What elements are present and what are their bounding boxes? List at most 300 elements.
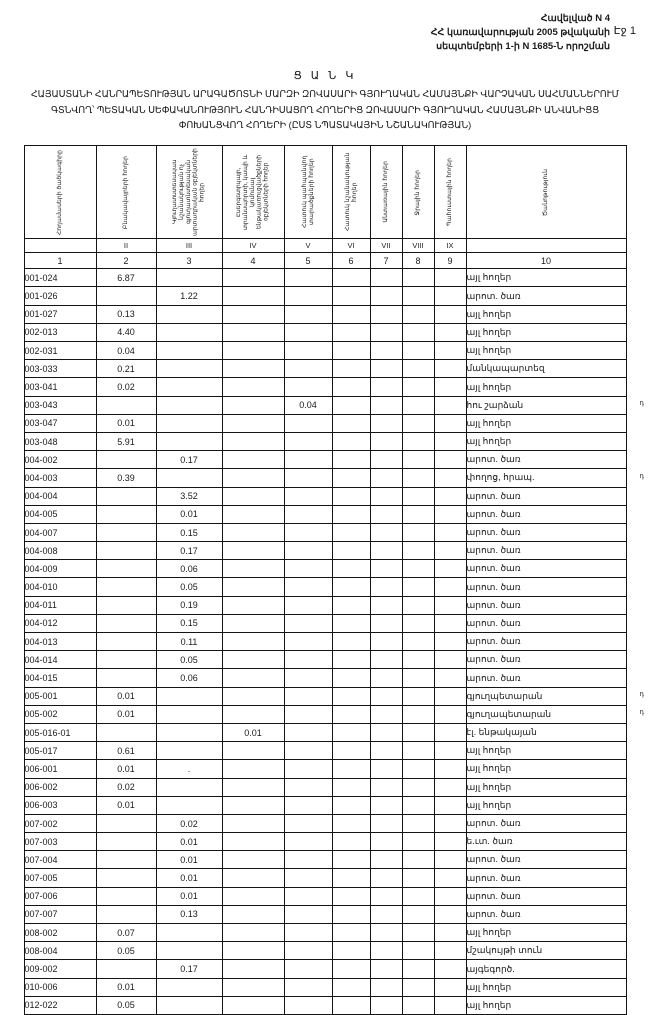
cell-forest [370,578,402,596]
cell-protected [284,596,332,614]
cell-agricultural: 0.01 [156,851,222,869]
cell-reserve [434,796,466,814]
table-row [24,869,626,887]
cell-agricultural [156,723,222,741]
cell-reserve [434,469,466,487]
cell-code: 007-002 [24,814,96,832]
cell-settlement: 0.01 [96,414,156,432]
cell-reserve [434,323,466,341]
cell-note: արոտ. ծառ [466,614,626,632]
cell-code: 003-043 [24,396,96,414]
table-row [24,778,626,796]
cell-settlement [96,451,156,469]
cell-infrastructure [222,687,284,705]
cell-protected [284,814,332,832]
cell-reserve [434,305,466,323]
cell-forest [370,432,402,450]
cell-infrastructure [222,578,284,596]
table-row [24,614,626,632]
page-number: Էջ 1 [613,25,636,37]
cell-special [332,414,370,432]
table-row [24,978,626,996]
cell-forest [370,523,402,541]
cell-agricultural: 0.17 [156,542,222,560]
table-row [24,760,626,778]
cell-note: այլ հողեր [466,305,626,323]
cell-code: 004-013 [24,633,96,651]
cell-note: արոտ. ծառ [466,905,626,923]
cell-settlement [96,905,156,923]
cell-water [402,687,434,705]
table-row [24,851,626,869]
table-row [24,905,626,923]
cell-special [332,723,370,741]
table-row [24,833,626,851]
colnum-7: 7 [370,253,402,269]
cell-note: արոտ. ծառ [466,869,626,887]
cell-water [402,796,434,814]
cell-settlement: 4.40 [96,323,156,341]
cell-special [332,614,370,632]
cell-settlement: 0.39 [96,469,156,487]
cell-reserve [434,942,466,960]
cell-settlement: 0.01 [96,687,156,705]
cell-special [332,796,370,814]
cell-infrastructure [222,905,284,923]
cell-water [402,942,434,960]
cell-forest [370,633,402,651]
table-row [24,523,626,541]
cell-note: այլ հողեր [466,796,626,814]
cell-settlement: 0.04 [96,342,156,360]
cell-water [402,924,434,942]
cell-code: 004-003 [24,469,96,487]
cell-code: 004-008 [24,542,96,560]
colnum-3: 3 [156,253,222,269]
cell-water [402,833,434,851]
cell-note: մանկապարտեզ [466,360,626,378]
cell-code: 007-004 [24,851,96,869]
cell-protected [284,887,332,905]
cell-agricultural [156,705,222,723]
cell-special [332,378,370,396]
cell-forest [370,487,402,505]
cell-infrastructure [222,360,284,378]
table-row [24,560,626,578]
cell-note: արոտ. ծառ [466,651,626,669]
cell-settlement: 0.05 [96,942,156,960]
cell-water [402,742,434,760]
cell-note: մշակույթի տուն [466,942,626,960]
cell-code: 003-047 [24,414,96,432]
cell-reserve [434,596,466,614]
colnum-6: 6 [332,253,370,269]
cell-protected [284,651,332,669]
cell-protected [284,851,332,869]
document-subtitle: ՀԱՅԱՍՏԱՆԻ ՀԱՆՐԱՊԵՏՈՒԹՅԱՆ ԱՐԱԳԱԾՈՏՆԻ ՄԱՐԶԻ ԶՈՎԱՍԱՐԻ ԳՅՈՒՂԱԿԱՆ ՀԱՄԱՅՆՔԻ ՎԱՐՉԱԿԱՆ ՍԱՀՄԱՆՆԵՐՈՒՄ ԳՏՆՎՈՂ՝ ՊԵՏԱԿԱՆ ՍԵՓԱԿԱՆՈՒԹՅՈՒՆ ՀԱՆԴԻՍԱՑՈՂ ՀՈՂԵՐԻՑ ԶՈՎԱՍԱՐԻ ԳՅՈՒՂԱԿԱՆ ՀԱՄԱՅՆՔԻ ԱՆՎԱՆԻՑՑ ՓՈԽԱՆՑՎՈՂ ՀՈՂԵՐԻ (ԸՍՏ ՆՊԱՏԱԿԱՅԻՆ ՆՇԱՆԱԿՈՒԹՅԱՆ) [31,89,619,130]
table-roman-row [24,239,626,253]
cell-protected [284,505,332,523]
table-row [24,796,626,814]
cell-protected [284,487,332,505]
cell-forest [370,887,402,905]
cell-infrastructure [222,305,284,323]
cell-agricultural [156,469,222,487]
cell-code: 007-003 [24,833,96,851]
cell-infrastructure [222,542,284,560]
roman-1 [24,239,96,253]
cell-water [402,723,434,741]
cell-protected [284,960,332,978]
cell-agricultural: 0.15 [156,614,222,632]
cell-special [332,469,370,487]
cell-reserve [434,778,466,796]
cell-code: 002-013 [24,323,96,341]
cell-agricultural: 0.19 [156,596,222,614]
header-cell-settlement: Բնակավայրերի հողեր [96,146,156,239]
cell-agricultural [156,360,222,378]
cell-forest [370,723,402,741]
cell-code: 012-022 [24,996,96,1014]
cell-water [402,705,434,723]
cell-code: 006-003 [24,796,96,814]
cell-water [402,669,434,687]
cell-note: արոտ. ծառ [466,542,626,560]
cell-reserve [434,542,466,560]
cell-forest [370,760,402,778]
cell-settlement: 0.01 [96,705,156,723]
cell-water [402,633,434,651]
cell-agricultural: 0.06 [156,669,222,687]
cell-settlement: 0.21 [96,360,156,378]
cell-note: արոտ. ծառ [466,669,626,687]
cell-protected [284,905,332,923]
cell-protected [284,323,332,341]
cell-water [402,378,434,396]
header-line-3: սեպտեմբերի 1-ի N 1685-Ն որոշման [436,40,610,52]
cell-water [402,360,434,378]
cell-infrastructure [222,669,284,687]
cell-special [332,760,370,778]
cell-code: 004-011 [24,596,96,614]
cell-reserve [434,887,466,905]
cell-protected [284,451,332,469]
cell-water [402,287,434,305]
cell-settlement [96,578,156,596]
cell-reserve [434,742,466,760]
header-line-1: Հավելված N 4 [540,13,610,24]
cell-protected [284,378,332,396]
table-row [24,687,626,705]
cell-agricultural [156,378,222,396]
cell-protected [284,360,332,378]
colnum-2: 2 [96,253,156,269]
cell-note: այլ հողեր [466,378,626,396]
cell-agricultural [156,796,222,814]
cell-reserve [434,905,466,923]
table-row [24,705,626,723]
cell-forest [370,869,402,887]
cell-infrastructure [222,323,284,341]
cell-special [332,523,370,541]
cell-water [402,651,434,669]
cell-code: 005-016-01 [24,723,96,741]
cell-reserve [434,651,466,669]
cell-agricultural: 3.52 [156,487,222,505]
table-row [24,996,626,1014]
cell-reserve [434,342,466,360]
table-row [24,887,626,905]
cell-settlement [96,851,156,869]
cell-code: 004-004 [24,487,96,505]
colnum-8: 8 [402,253,434,269]
cell-protected [284,432,332,450]
cell-settlement: 5.91 [96,432,156,450]
cell-protected [284,560,332,578]
cell-agricultural: 0.13 [156,905,222,923]
cell-special [332,996,370,1014]
cell-special [332,851,370,869]
cell-code: 006-002 [24,778,96,796]
cell-reserve [434,851,466,869]
table-row [24,287,626,305]
header-cell-agricultural: Գյուղատնտեսական նշանակության ոչ գյուղատնտեսական արտադրական օբյեկտների հողեր [156,146,222,239]
cell-note: այլ հողեր [466,778,626,796]
cell-water [402,451,434,469]
cell-protected [284,287,332,305]
header-cell-code: Հողամասերի ծածկագիրը [24,146,96,239]
cell-code: 010-006 [24,978,96,996]
cell-agricultural [156,269,222,287]
header-cell-water: Ջրային հողեր [402,146,434,239]
table-row [24,814,626,832]
cell-settlement: 0.02 [96,378,156,396]
cell-special [332,687,370,705]
cell-infrastructure [222,432,284,450]
cell-code: 009-002 [24,960,96,978]
cell-reserve [434,814,466,832]
cell-forest [370,705,402,723]
cell-reserve [434,378,466,396]
table-row [24,360,626,378]
cell-forest [370,505,402,523]
cell-reserve [434,578,466,596]
cell-reserve [434,614,466,632]
cell-settlement: 0.61 [96,742,156,760]
cell-note: այլ հողեր [466,760,626,778]
roman-4: IV [222,239,284,253]
cell-forest [370,960,402,978]
cell-agricultural [156,323,222,341]
cell-note: արոտ. ծառ [466,505,626,523]
roman-6: VI [332,239,370,253]
colnum-1: 1 [24,253,96,269]
cell-infrastructure [222,942,284,960]
cell-code: 004-009 [24,560,96,578]
cell-water [402,432,434,450]
cell-infrastructure [222,396,284,414]
table-row [24,651,626,669]
cell-infrastructure [222,523,284,541]
cell-protected [284,996,332,1014]
cell-water [402,596,434,614]
cell-code: 002-031 [24,342,96,360]
cell-infrastructure [222,451,284,469]
cell-note: արոտ. ծառ [466,451,626,469]
cell-note: այլ հողեր [466,342,626,360]
cell-note: հու շարձան [466,396,626,414]
cell-infrastructure [222,287,284,305]
cell-protected: 0.04 [284,396,332,414]
cell-protected [284,342,332,360]
roman-5: V [284,239,332,253]
cell-reserve [434,924,466,942]
cell-agricultural [156,978,222,996]
cell-protected [284,942,332,960]
cell-special [332,578,370,596]
table-row [24,669,626,687]
cell-forest [370,905,402,923]
cell-infrastructure [222,596,284,614]
cell-note: արոտ. ծառ [466,578,626,596]
cell-note: գյուղապետարան [466,705,626,723]
cell-special [332,814,370,832]
cell-forest [370,269,402,287]
cell-note: արոտ. ծառ [466,633,626,651]
cell-protected [284,705,332,723]
cell-reserve [434,360,466,378]
cell-water [402,323,434,341]
cell-forest [370,542,402,560]
cell-settlement [96,542,156,560]
cell-protected [284,414,332,432]
cell-settlement [96,287,156,305]
cell-special [332,542,370,560]
cell-infrastructure [222,560,284,578]
cell-water [402,887,434,905]
cell-agricultural: 0.05 [156,651,222,669]
cell-water [402,905,434,923]
cell-special [332,705,370,723]
cell-water [402,869,434,887]
margin-mark: դ [639,400,644,408]
cell-water [402,760,434,778]
cell-protected [284,833,332,851]
cell-infrastructure [222,487,284,505]
cell-agricultural: 0.17 [156,960,222,978]
cell-forest [370,323,402,341]
cell-forest [370,342,402,360]
table-body [24,269,626,1015]
table-row [24,487,626,505]
cell-reserve [434,432,466,450]
cell-water [402,778,434,796]
cell-special [332,669,370,687]
cell-reserve [434,505,466,523]
cell-infrastructure: 0.01 [222,723,284,741]
cell-settlement: 6.87 [96,269,156,287]
cell-water [402,542,434,560]
cell-note: արոտ. ծառ [466,523,626,541]
cell-settlement [96,833,156,851]
cell-code: 005-001 [24,687,96,705]
cell-special [332,960,370,978]
cell-water [402,305,434,323]
cell-agricultural [156,778,222,796]
roman-3: III [156,239,222,253]
cell-special [332,869,370,887]
cell-special [332,342,370,360]
table-row [24,342,626,360]
cell-special [332,596,370,614]
cell-settlement [96,887,156,905]
cell-settlement [96,396,156,414]
cell-water [402,851,434,869]
cell-reserve [434,523,466,541]
table-row [24,723,626,741]
cell-forest [370,924,402,942]
cell-special [332,887,370,905]
table-row [24,378,626,396]
document-page [0,12,650,1011]
cell-protected [284,687,332,705]
cell-settlement [96,651,156,669]
header-cell-notes: Ծանոթություն [466,146,626,239]
cell-protected [284,305,332,323]
cell-infrastructure [222,960,284,978]
cell-note: փողոց, հրապ. [466,469,626,487]
cell-forest [370,451,402,469]
cell-infrastructure [222,996,284,1014]
cell-reserve [434,560,466,578]
cell-water [402,505,434,523]
cell-reserve [434,833,466,851]
cell-water [402,996,434,1014]
cell-infrastructure [222,796,284,814]
cell-agricultural: 0.01 [156,869,222,887]
cell-settlement: 0.02 [96,778,156,796]
cell-forest [370,614,402,632]
cell-agricultural [156,742,222,760]
cell-water [402,960,434,978]
cell-special [332,560,370,578]
cell-water [402,614,434,632]
cell-agricultural: 0.17 [156,451,222,469]
table-row [24,578,626,596]
cell-protected [284,778,332,796]
cell-special [332,360,370,378]
cell-note: այլ հողեր [466,414,626,432]
cell-agricultural: 1.22 [156,287,222,305]
cell-code: 005-017 [24,742,96,760]
cell-water [402,560,434,578]
cell-forest [370,796,402,814]
cell-settlement [96,560,156,578]
table-row [24,633,626,651]
cell-settlement: 0.01 [96,796,156,814]
cell-agricultural [156,432,222,450]
cell-code: 007-005 [24,869,96,887]
cell-water [402,978,434,996]
cell-note: արոտ. ծառ [466,596,626,614]
cell-reserve [434,869,466,887]
cell-forest [370,378,402,396]
cell-settlement: 0.13 [96,305,156,323]
margin-mark: դ [639,472,644,480]
cell-protected [284,614,332,632]
cell-code: 001-024 [24,269,96,287]
cell-note: այլ հողեր [466,924,626,942]
